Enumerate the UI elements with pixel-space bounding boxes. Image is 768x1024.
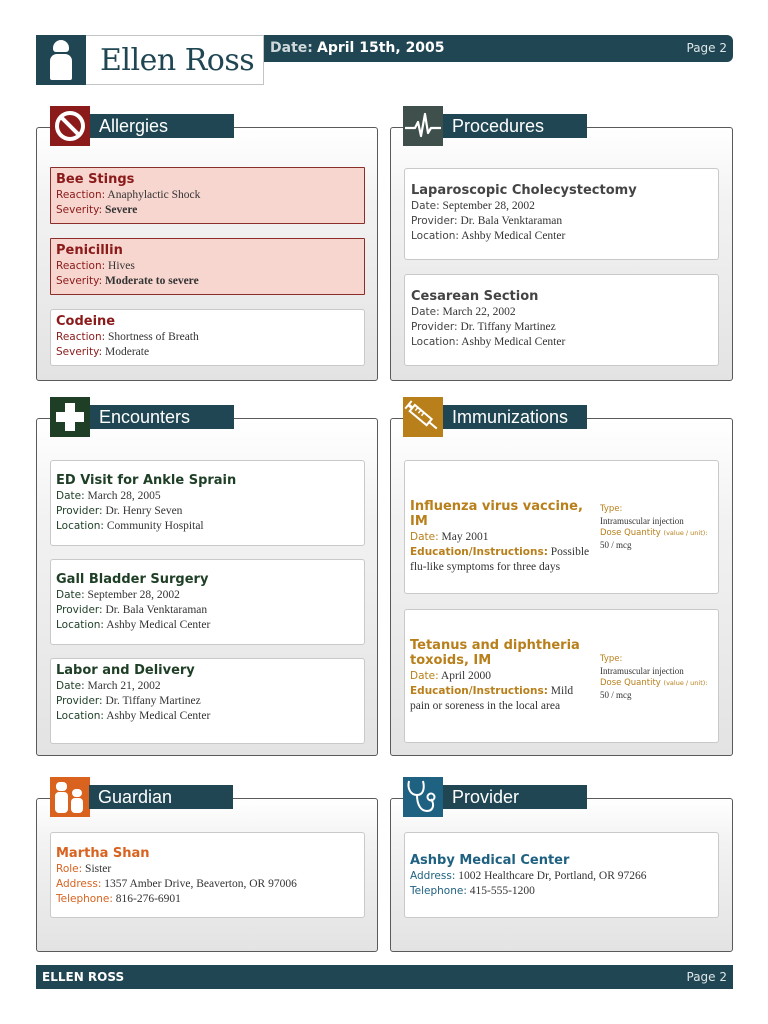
procedure-name: Cesarean Section: [411, 289, 539, 304]
encounters-title: Encounters: [90, 405, 234, 429]
immunization-dose: 50 / mcg: [600, 690, 632, 700]
type-label: Type:: [600, 654, 623, 664]
procedure-provider: Dr. Bala Venktaraman: [460, 215, 563, 227]
guardian-card: [50, 832, 365, 918]
allergy-card: [50, 238, 365, 295]
immunization-type: Intramuscular injection: [600, 666, 684, 676]
provider-card: [404, 832, 719, 918]
guardian-address: 1357 Amber Drive, Beaverton, OR 97006: [104, 878, 297, 890]
education-label: Education/Instructions:: [410, 546, 548, 558]
allergy-severity: Moderate: [105, 346, 150, 358]
encounter-name: Labor and Delivery: [56, 663, 195, 678]
immunizations-section: [390, 418, 733, 756]
dose-unit-label: (value / unit):: [663, 679, 708, 687]
allergy-reaction: Hives: [108, 260, 135, 272]
encounter-date: September 28, 2002: [87, 589, 180, 601]
date-label: Date:: [410, 670, 439, 682]
patient-name: Ellen Ross: [86, 35, 264, 85]
allergy-name: Penicillin: [56, 243, 123, 258]
date-label: Date:: [411, 200, 440, 212]
procedures-title: Procedures: [443, 114, 587, 138]
guardian-role: Sister: [85, 863, 112, 875]
dose-label: Dose Quantity: [600, 678, 661, 688]
immunization-type: Intramuscular injection: [600, 516, 684, 526]
header-bar: [264, 35, 733, 62]
telephone-label: Telephone:: [410, 885, 467, 897]
reaction-label: Reaction:: [56, 260, 106, 272]
footer-bar: [36, 965, 733, 989]
dose-unit-label: (value / unit):: [663, 529, 708, 537]
location-label: Location:: [56, 619, 104, 631]
location-label: Location:: [56, 520, 104, 532]
address-label: Address:: [410, 870, 456, 882]
footer-page-number: Page 2: [686, 970, 727, 984]
procedure-card: [404, 274, 719, 366]
procedure-date: September 28, 2002: [442, 200, 535, 212]
immunization-education: Mild pain or soreness in the local area: [410, 685, 574, 712]
immunization-details: [600, 653, 707, 701]
date-label: Date:: [56, 680, 85, 692]
encounter-name: ED Visit for Ankle Sprain: [56, 473, 237, 488]
guardian-name: Martha Shan: [56, 846, 150, 861]
location-label: Location:: [411, 230, 459, 242]
procedure-location: Ashby Medical Center: [461, 230, 566, 242]
guardian-section: [36, 798, 378, 952]
reaction-label: Reaction:: [56, 331, 106, 343]
provider-label: Provider:: [56, 604, 103, 616]
allergy-severity: Severe: [105, 204, 138, 216]
heartbeat-icon: [403, 106, 443, 146]
encounter-date: March 21, 2002: [87, 680, 161, 692]
family-icon: [50, 777, 90, 817]
person-icon: [36, 35, 86, 85]
encounter-provider: Dr. Tiffany Martinez: [105, 695, 201, 707]
immunization-card: [404, 460, 719, 594]
location-label: Location:: [56, 710, 104, 722]
provider-name: Ashby Medical Center: [410, 853, 570, 868]
procedure-location: Ashby Medical Center: [461, 336, 566, 348]
allergy-card: [50, 309, 365, 366]
procedure-name: Laparoscopic Cholecystectomy: [411, 183, 637, 198]
date-label: Date:: [411, 306, 440, 318]
allergy-card: [50, 167, 365, 224]
severity-label: Severity:: [56, 346, 103, 358]
immunizations-title: Immunizations: [443, 405, 587, 429]
date-label: Date:: [56, 490, 85, 502]
provider-telephone: 415-555-1200: [469, 885, 535, 897]
encounter-location: Ashby Medical Center: [106, 710, 211, 722]
date-label: Date:: [56, 589, 85, 601]
procedure-provider: Dr. Tiffany Martinez: [460, 321, 556, 333]
immunization-name: Influenza virus vaccine, IM: [410, 499, 583, 529]
telephone-label: Telephone:: [56, 893, 113, 905]
guardian-telephone: 816-276-6901: [115, 893, 181, 905]
role-label: Role:: [56, 863, 83, 875]
procedures-section: [390, 127, 733, 381]
provider-label: Provider:: [56, 695, 103, 707]
address-label: Address:: [56, 878, 102, 890]
allergies-title: Allergies: [90, 114, 234, 138]
immunization-date: May 2001: [441, 531, 489, 543]
encounter-location: Ashby Medical Center: [106, 619, 211, 631]
allergy-severity: Moderate to severe: [105, 275, 199, 287]
allergy-name: Codeine: [56, 314, 116, 329]
encounter-location: Community Hospital: [106, 520, 204, 532]
allergy-name: Bee Stings: [56, 172, 135, 187]
allergy-reaction: Shortness of Breath: [108, 331, 199, 343]
provider-label: Provider:: [56, 505, 103, 517]
footer-name: ELLEN ROSS: [42, 970, 125, 984]
dose-label: Dose Quantity: [600, 528, 661, 538]
guardian-title: Guardian: [89, 785, 233, 809]
encounter-card: [50, 559, 365, 645]
procedure-card: [404, 168, 719, 260]
provider-address: 1002 Healthcare Dr, Portland, OR 97266: [458, 870, 647, 882]
type-label: Type:: [600, 504, 623, 514]
immunization-name: Tetanus and diphtheria toxoids, IM: [410, 638, 580, 668]
encounters-section: [36, 418, 378, 756]
immunization-card: [404, 609, 719, 743]
syringe-icon: [403, 397, 443, 437]
date-label: Date:: [410, 531, 439, 543]
provider-label: Provider:: [411, 215, 458, 227]
encounter-provider: Dr. Bala Venktaraman: [105, 604, 208, 616]
encounter-provider: Dr. Henry Seven: [105, 505, 183, 517]
allergy-reaction: Anaphylactic Shock: [107, 189, 201, 201]
immunization-dose: 50 / mcg: [600, 540, 632, 550]
stethoscope-icon: [403, 777, 443, 817]
encounter-card: [50, 460, 365, 546]
date-value: April 15th, 2005: [317, 40, 445, 56]
encounter-card: [50, 658, 365, 744]
immunization-date: April 2000: [440, 670, 492, 682]
provider-title: Provider: [443, 785, 587, 809]
immunization-education: Possible flu-like symptoms for three days: [410, 546, 590, 573]
education-label: Education/Instructions:: [410, 685, 548, 697]
no-entry-icon: [50, 106, 90, 146]
encounter-name: Gall Bladder Surgery: [56, 572, 209, 587]
location-label: Location:: [411, 336, 459, 348]
encounter-date: March 28, 2005: [87, 490, 161, 502]
page-number: Page 2: [686, 41, 727, 55]
medical-cross-icon: [50, 397, 90, 437]
date-label: Date:: [270, 40, 313, 56]
reaction-label: Reaction:: [56, 189, 106, 201]
provider-label: Provider:: [411, 321, 458, 333]
immunization-details: [600, 503, 707, 551]
procedure-date: March 22, 2002: [442, 306, 516, 318]
severity-label: Severity:: [56, 204, 103, 216]
allergies-section: [36, 127, 378, 381]
severity-label: Severity:: [56, 275, 103, 287]
provider-section: [390, 798, 733, 952]
